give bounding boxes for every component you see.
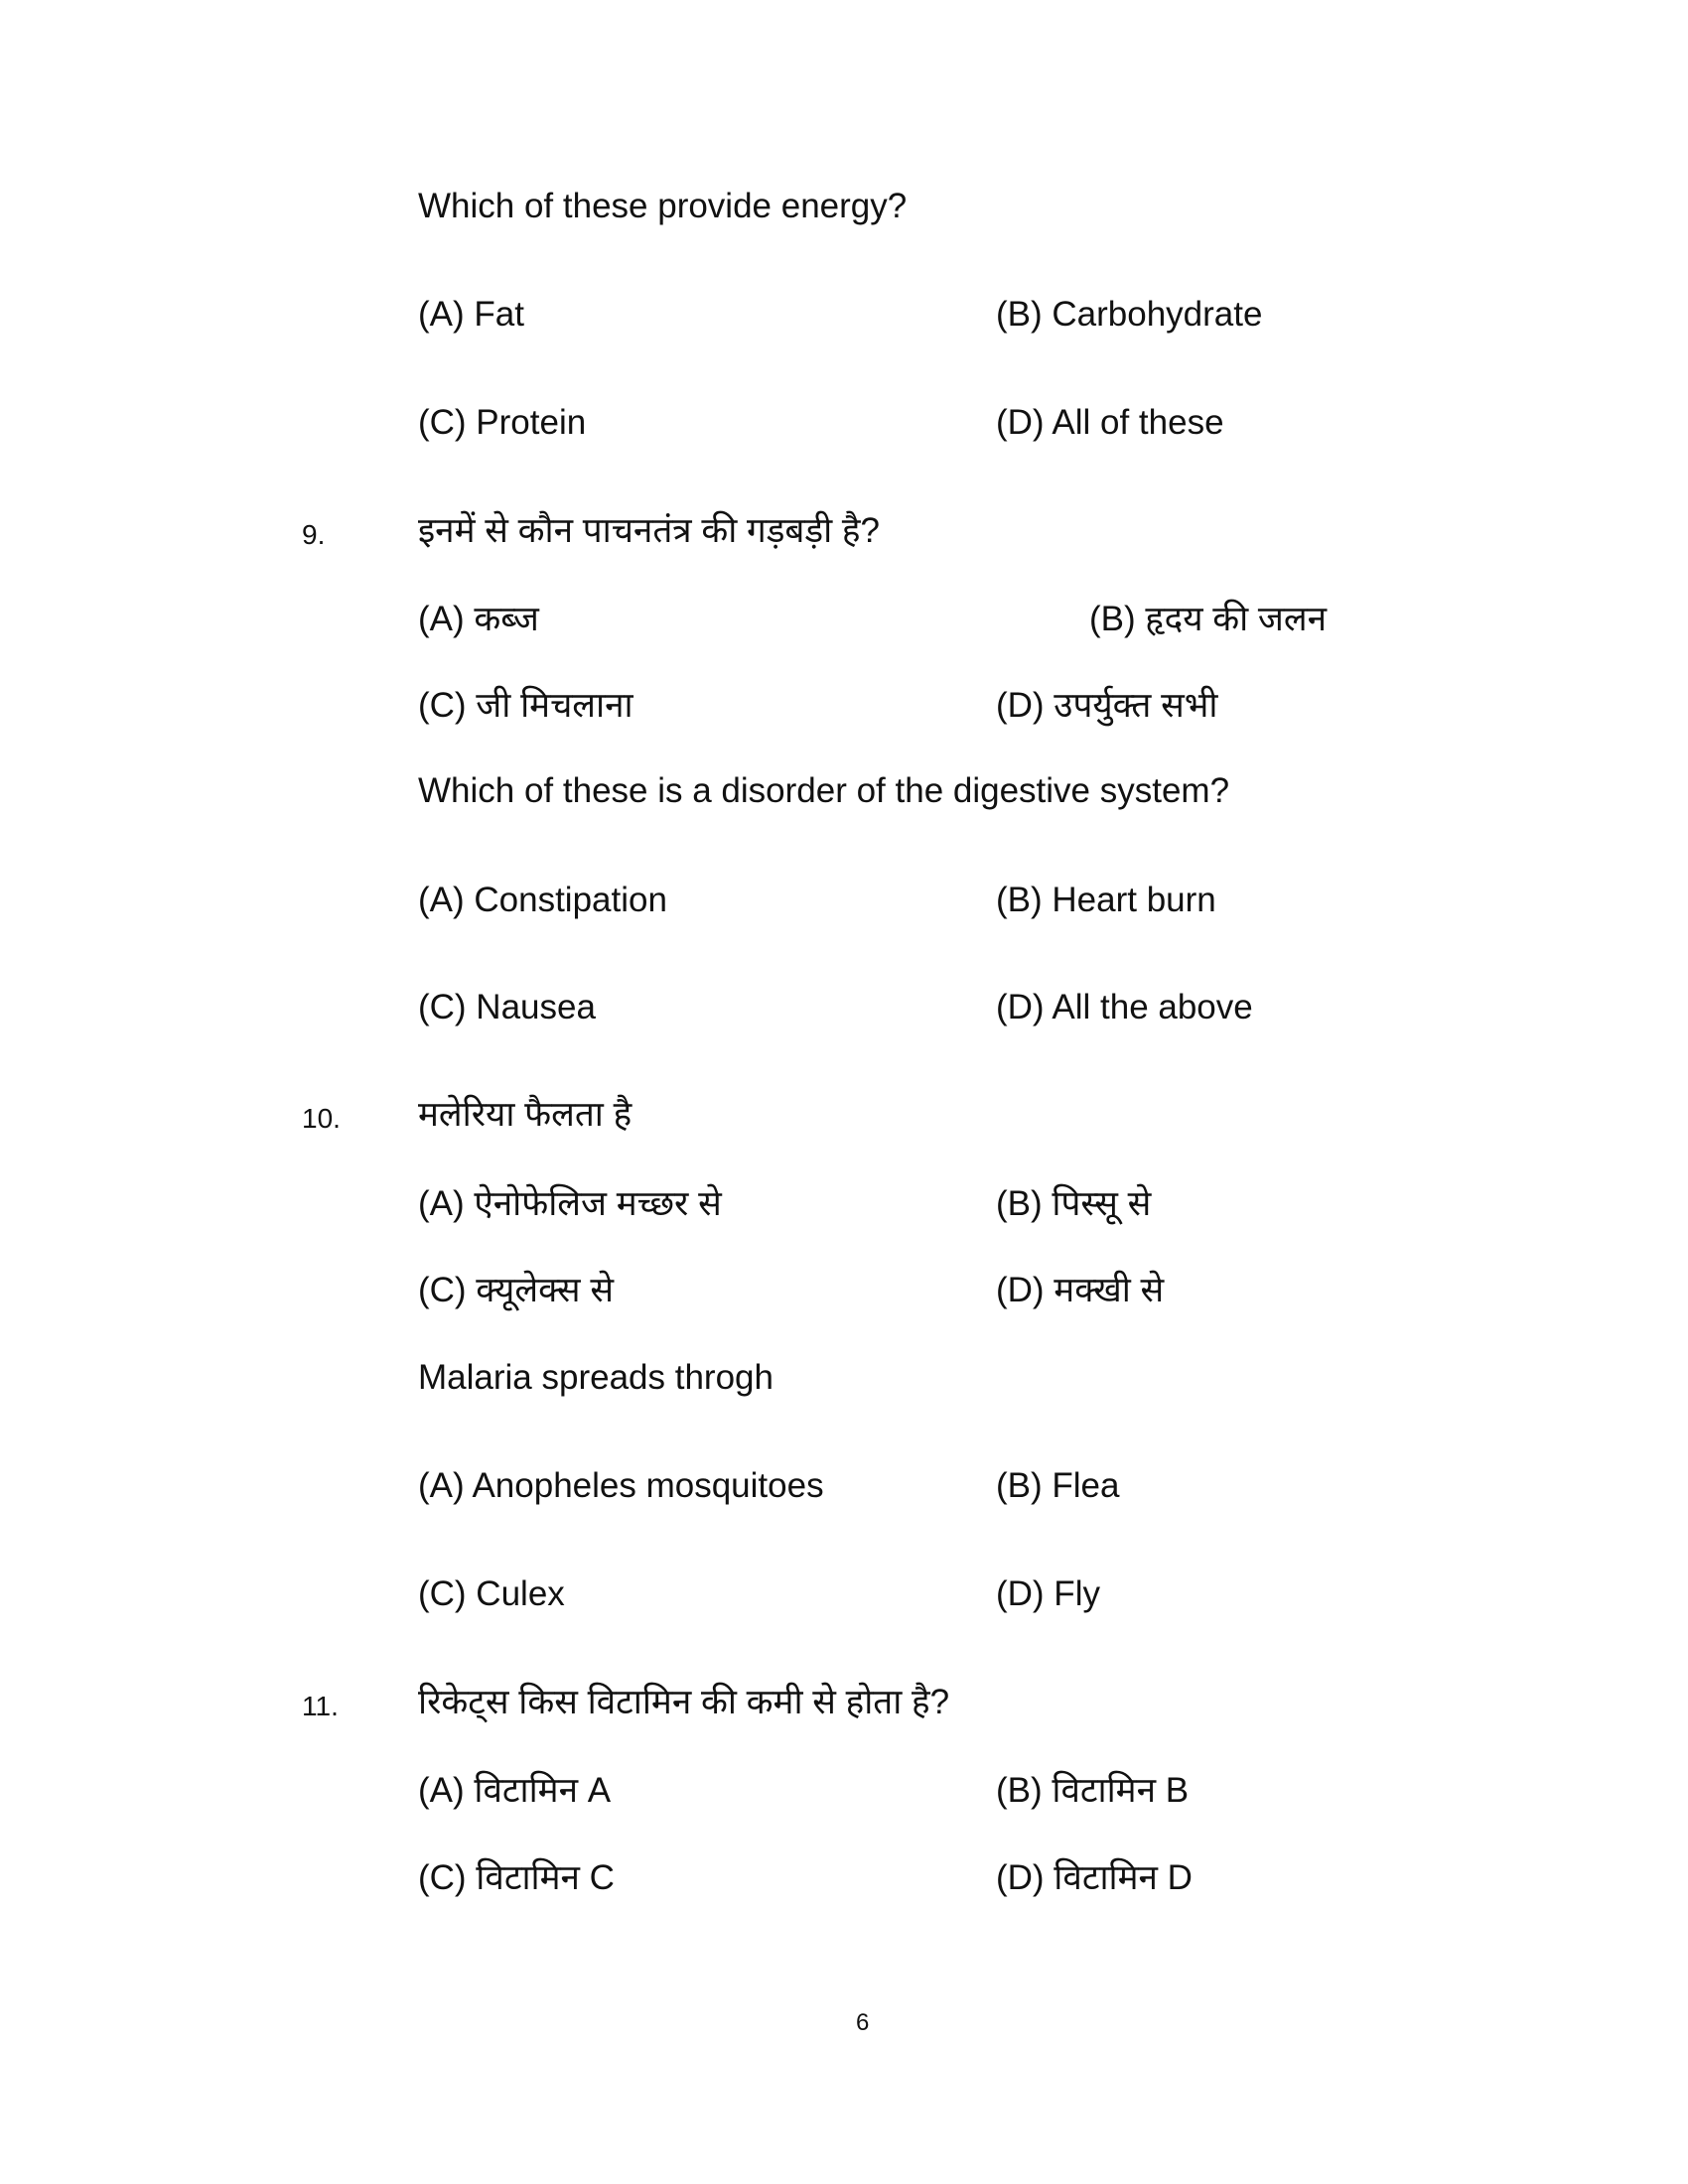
option-a: (A) Fat <box>418 295 524 334</box>
option-b-hindi: (B) हृदय की जलन <box>1089 600 1328 638</box>
option-d: (D) All of these <box>996 403 1224 442</box>
option-b: (B) Flea <box>996 1466 1120 1505</box>
page-number: 6 <box>856 2009 870 2036</box>
question-text: Malaria spreads throgh <box>418 1358 774 1397</box>
question-number: 9. <box>302 519 326 550</box>
option-b-hindi: (B) विटामिन B <box>996 1771 1190 1810</box>
option-d: (D) All the above <box>996 988 1253 1026</box>
question-text-hindi: रिकेट्स किस विटामिन की कमी से होता है? <box>418 1683 950 1721</box>
option-a-hindi: (A) विटामिन A <box>418 1771 612 1810</box>
question-number: 11. <box>302 1691 339 1721</box>
option-c-hindi: (C) क्यूलेक्स से <box>418 1271 614 1309</box>
option-a-hindi: (A) कब्ज <box>418 600 539 638</box>
option-b: (B) Carbohydrate <box>996 295 1263 334</box>
option-a: (A) Constipation <box>418 881 667 919</box>
question-text: Which of these is a disorder of the digestive system? <box>418 771 1230 810</box>
option-d-hindi: (D) विटामिन D <box>996 1858 1193 1897</box>
option-d-hindi: (D) उपर्युक्त सभी <box>996 686 1218 725</box>
option-c: (C) Culex <box>418 1574 565 1613</box>
question-text-hindi: इनमें से कौन पाचनतंत्र की गड़बड़ी है? <box>418 511 880 550</box>
question-number: 10. <box>302 1103 341 1134</box>
option-b-hindi: (B) पिस्सू से <box>996 1184 1152 1223</box>
option-d-hindi: (D) मक्खी से <box>996 1271 1165 1309</box>
option-a: (A) Anopheles mosquitoes <box>418 1466 824 1505</box>
question-text-hindi: मलेरिया फैलता है <box>418 1095 633 1134</box>
question-text: Which of these provide energy? <box>418 187 908 225</box>
option-c: (C) Protein <box>418 403 587 442</box>
option-c-hindi: (C) जी मिचलाना <box>418 686 633 725</box>
option-d: (D) Fly <box>996 1574 1100 1613</box>
option-a-hindi: (A) ऐनोफेलिज मच्छर से <box>418 1184 722 1223</box>
option-c: (C) Nausea <box>418 988 596 1026</box>
option-b: (B) Heart burn <box>996 881 1216 919</box>
option-c-hindi: (C) विटामिन C <box>418 1858 615 1897</box>
